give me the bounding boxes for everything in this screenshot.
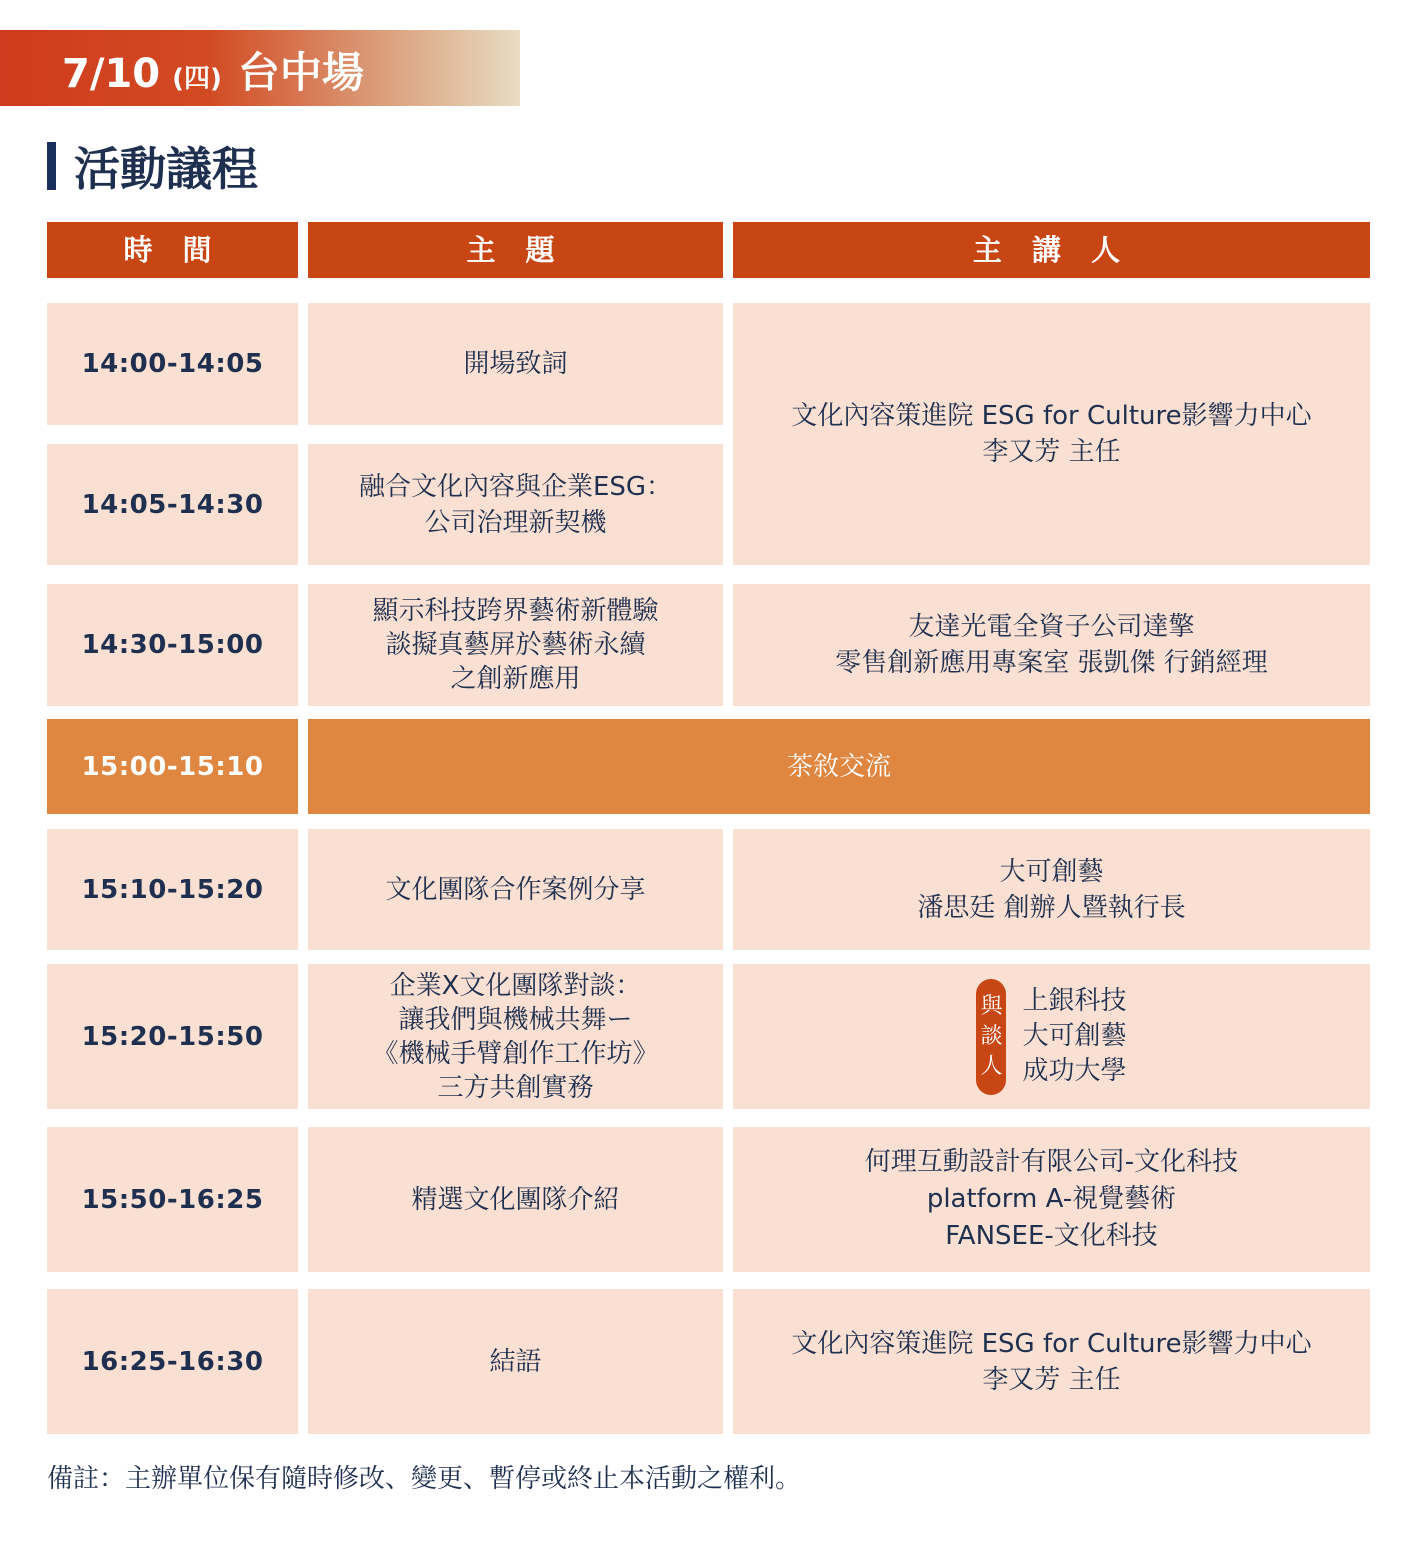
panelists-group: [976, 979, 1126, 1095]
time-cell: 15:20-15:50: [47, 964, 298, 1109]
speaker-cell: [733, 303, 1370, 565]
speaker-cell: [733, 964, 1370, 1109]
header-topic: 主 題: [308, 222, 723, 278]
speaker-line: 李又芳 主任: [982, 437, 1121, 467]
topic-line: 公司治理新契機: [424, 507, 607, 538]
time-cell: 16:25-16:30: [47, 1289, 298, 1434]
speaker-cell: [733, 1289, 1370, 1434]
time-cell: 15:10-15:20: [47, 829, 298, 950]
speaker-line: 何理互動設計有限公司-文化科技: [864, 1147, 1239, 1177]
panelist-badge: [976, 979, 1006, 1095]
speaker-line: 大可創藝: [999, 856, 1104, 887]
topic-line: 《機械手臂創作工作坊》: [372, 1038, 659, 1069]
panelist-list: [1022, 984, 1126, 1089]
event-weekday: (四): [172, 64, 222, 94]
time-cell: 14:00-14:05: [47, 303, 298, 425]
speaker-line: FANSEE-文化科技: [945, 1221, 1158, 1251]
time-cell: 14:05-14:30: [47, 444, 298, 565]
event-venue: 台中場: [237, 48, 364, 97]
time-cell: 15:00-15:10: [47, 719, 298, 814]
panelist-name: 上銀科技: [1022, 986, 1127, 1016]
badge-char: 人: [980, 1053, 1003, 1079]
badge-char: 與: [980, 993, 1003, 1019]
topic-cell: 精選文化團隊介紹: [308, 1127, 723, 1272]
speaker-line: 潘思廷 創辦人暨執行長: [917, 892, 1186, 923]
section-title: [47, 136, 258, 196]
time-cell: 14:30-15:00: [47, 584, 298, 706]
topic-cell: [308, 964, 723, 1109]
badge-char: 談: [980, 1023, 1003, 1049]
topic-line: 顯示科技跨界藝術新體驗: [372, 596, 659, 626]
title-accent-bar: [47, 142, 56, 190]
speaker-cell: [733, 584, 1370, 706]
header-speaker: 主 講 人: [733, 222, 1370, 278]
event-date: 7/10: [62, 51, 161, 97]
header-time: 時 間: [47, 222, 298, 278]
venue-banner: [0, 30, 520, 106]
topic-line: 企業X文化團隊對談：: [389, 970, 642, 1001]
topic-line: 讓我們與機械共舞ー: [398, 1004, 633, 1035]
topic-cell: [308, 444, 723, 565]
speaker-line: 文化內容策進院 ESG for Culture影響力中心: [791, 401, 1312, 431]
topic-cell: 文化團隊合作案例分享: [308, 829, 723, 950]
topic-cell: [308, 584, 723, 706]
section-title-text: 活動議程: [74, 142, 258, 196]
topic-cell: 結語: [308, 1289, 723, 1434]
speaker-line: platform A-視覺藝術: [926, 1184, 1177, 1214]
speaker-cell: [733, 1127, 1370, 1272]
topic-line: 之創新應用: [450, 664, 581, 694]
time-cell: 15:50-16:25: [47, 1127, 298, 1272]
panelist-name: 大可創藝: [1022, 1021, 1127, 1051]
speaker-line: 友達光電全資子公司達擎: [908, 612, 1195, 642]
topic-cell: 開場致詞: [308, 303, 723, 425]
topic-line: 三方共創實務: [437, 1072, 594, 1103]
speaker-line: 李又芳 主任: [982, 1364, 1121, 1395]
speaker-line: 文化內容策進院 ESG for Culture影響力中心: [791, 1328, 1312, 1359]
topic-line: 談擬真藝屏於藝術永續: [385, 630, 646, 660]
panelist-name: 成功大學: [1022, 1056, 1127, 1086]
speaker-line: 零售創新應用專案室 張凱傑 行銷經理: [835, 648, 1268, 678]
footnote: 備註：主辦單位保有隨時修改、變更、暫停或終止本活動之權利。: [47, 1464, 802, 1494]
speaker-cell: [733, 829, 1370, 950]
topic-line: 融合文化內容與企業ESG：: [358, 471, 673, 502]
break-cell: 茶敘交流: [308, 719, 1370, 814]
